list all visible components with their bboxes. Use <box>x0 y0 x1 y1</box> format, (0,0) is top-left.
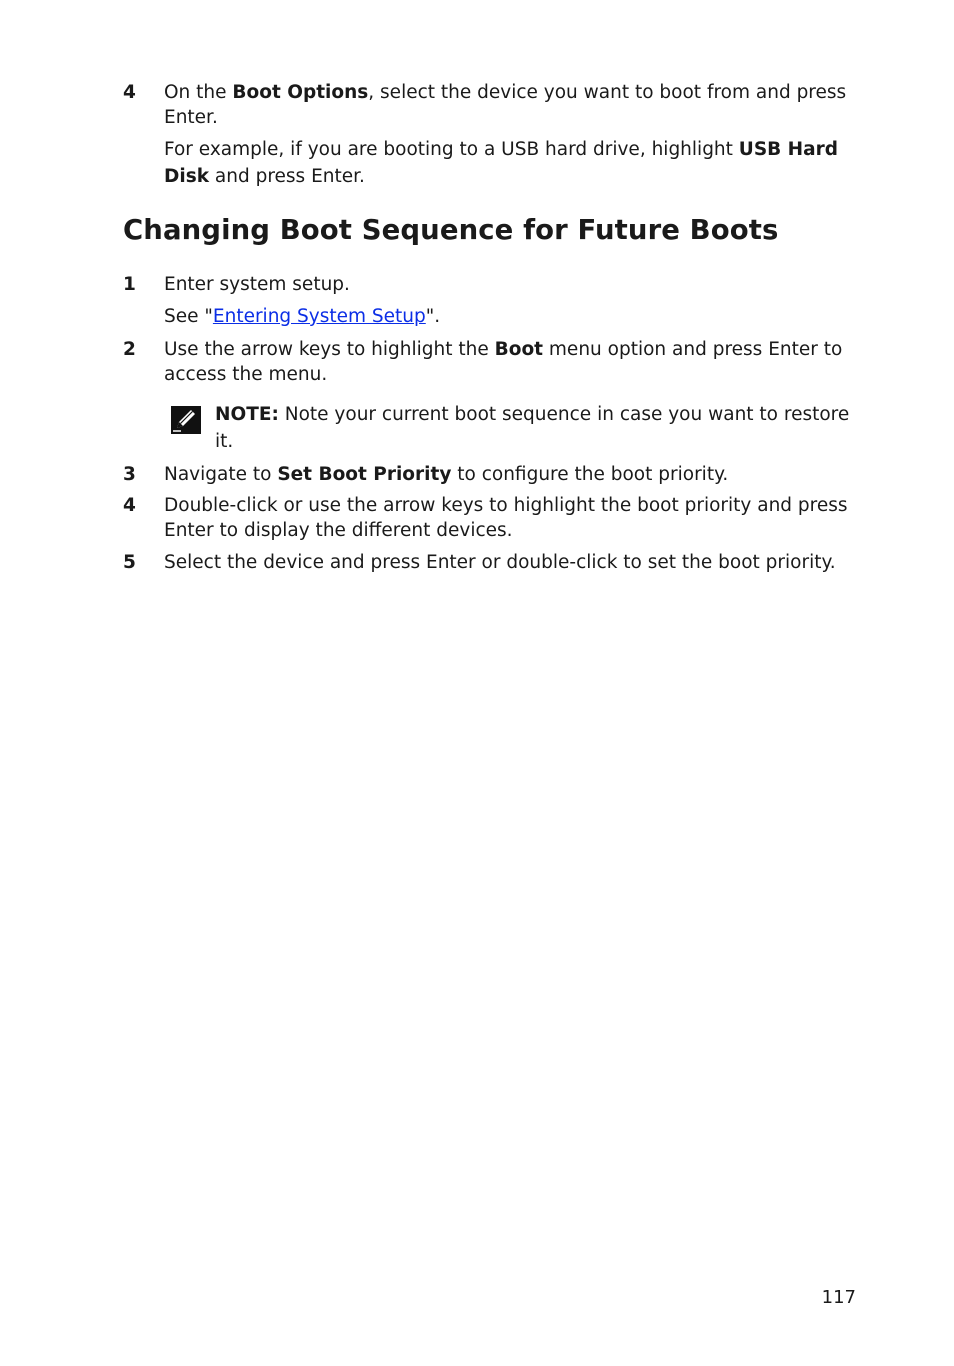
step-number: 4 <box>123 495 136 516</box>
step-example: For example, if you are booting to a USB hard drive, highlight USB Hard Disk and press Enter. <box>164 139 839 187</box>
step-number: 1 <box>123 274 136 295</box>
step-4-highlight-priority <box>123 493 853 543</box>
note-callout <box>170 401 850 455</box>
step-number: 3 <box>123 464 136 485</box>
step-text: Use the arrow keys to highlight the Boot menu option and press Enter to access the menu. <box>164 339 843 385</box>
usb-hard-disk-term: USB Hard Disk <box>164 139 839 187</box>
step-text: Double-click or use the arrow keys to highlight the boot priority and press Enter to display the different devices. <box>164 495 848 541</box>
note-text: NOTE: Note your current boot sequence in case you want to restore it. <box>215 404 850 452</box>
step-3-set-boot-priority <box>123 462 853 487</box>
note-label: NOTE: <box>215 404 279 425</box>
step-see-reference: See "Entering System Setup". <box>164 306 441 327</box>
step-text: Enter system setup. <box>164 274 350 295</box>
step-2-highlight-boot <box>123 337 853 387</box>
page-number: 117 <box>821 1287 856 1308</box>
step-number: 2 <box>123 339 136 360</box>
step-1-enter-setup <box>123 272 853 330</box>
entering-system-setup-link[interactable]: Entering System Setup <box>212 306 426 327</box>
boot-options-term: Boot Options <box>232 82 369 103</box>
section-heading: Changing Boot Sequence for Future Boots <box>123 214 779 246</box>
boot-term: Boot <box>494 339 544 360</box>
step-number: 4 <box>123 82 136 103</box>
step-text: Navigate to Set Boot Priority to configure the boot priority. <box>164 464 729 485</box>
step-4-boot-options <box>123 80 853 190</box>
step-text: On the Boot Options, select the device you want to boot from and press Enter. <box>164 82 847 128</box>
step-number: 5 <box>123 552 136 573</box>
step-5-select-device <box>123 550 853 575</box>
pencil-note-icon <box>170 405 202 435</box>
set-boot-priority-term: Set Boot Priority <box>277 464 452 485</box>
step-text: Select the device and press Enter or double-click to set the boot priority. <box>164 552 836 573</box>
